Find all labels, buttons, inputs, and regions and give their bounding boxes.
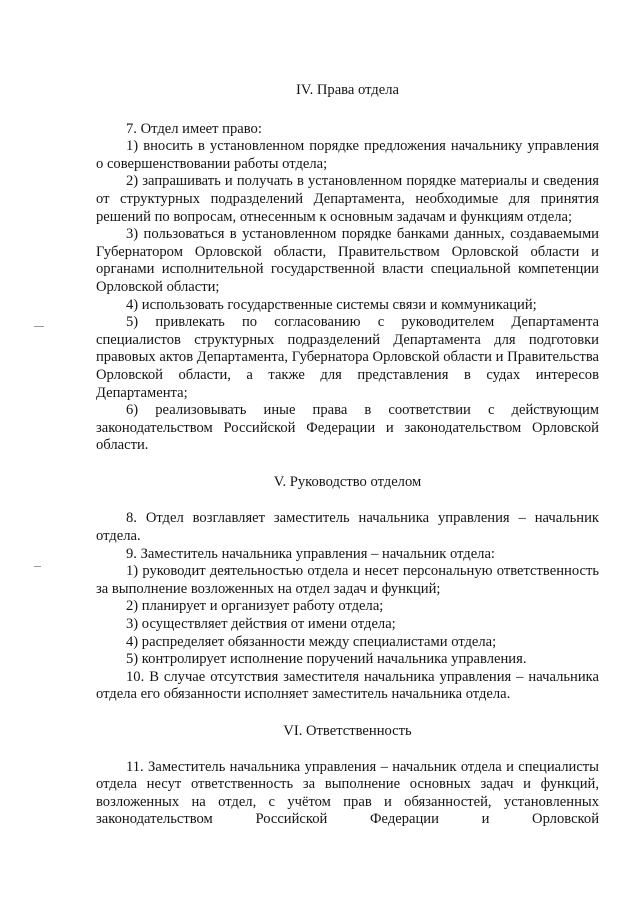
paragraph-7-item-2: 2) запрашивать и получать в установленном порядке материалы и сведения от структурных подразделений Департамента, необходимые для принятия решений по вопросам, отнесенным к основным задачам и функциям отдела; <box>96 173 599 225</box>
scan-artifact-mark <box>34 566 41 567</box>
section-heading-rights: IV. Права отдела <box>296 82 399 98</box>
paragraph-7: 7. Отдел имеет право: <box>126 120 262 137</box>
document-body <box>96 82 599 829</box>
scan-artifact-mark <box>34 326 44 327</box>
paragraph-9-item-3: 3) осуществляет действия от имени отдела; <box>126 616 396 633</box>
paragraph-11: 11. Заместитель начальника управления – начальник отдела и специалисты отдела несут ответственность за выполнение основных задач и функций, возложенных на отдел, с учётом прав и обязанностей, установленных законодательством Российской Федерации и Орловской <box>96 758 599 828</box>
paragraph-7-item-3: 3) пользоваться в установленном порядке банками данных, создаваемыми Губернатором Орловской области, Правительством Орловской области и органами исполнительной государственной власти специальной компетенции Орловской области; <box>96 226 599 295</box>
paragraph-9-item-5: 5) контролирует исполнение поручений начальника управления. <box>126 651 527 668</box>
section-heading-management: V. Руководство отделом <box>273 473 422 490</box>
paragraph-7-item-1: 1) вносить в установленном порядке предложения начальнику управления о совершенствовании работы отдела; <box>96 138 599 172</box>
paragraph-7-item-4: 4) использовать государственные системы связи и коммуникаций; <box>126 296 537 313</box>
paragraph-9: 9. Заместитель начальника управления – начальник отдела: <box>126 545 495 562</box>
paragraph-7-item-5: 5) привлекать по согласованию с руководителем Департамента специалистов структурных подразделений Департамента для подготовки правовых актов Департамента, Губернатора Орловской области и Правительства Орловской области, а также для представления в судах интересов Департамента; <box>96 314 599 401</box>
paragraph-9-item-1: 1) руководит деятельностью отдела и несет персональную ответственность за выполнение возложенных на отдел задач и функций; <box>96 563 599 597</box>
paragraph-10: 10. В случае отсутствия заместителя начальника управления – начальника отдела его обязанности исполняет заместитель начальника отдела. <box>96 668 599 703</box>
paragraph-9-item-4: 4) распределяет обязанности между специалистами отдела; <box>126 633 497 650</box>
paragraph-8: 8. Отдел возглавляет заместитель начальника управления – начальник отдела. <box>96 510 599 545</box>
paragraph-7-item-6: 6) реализовывать иные права в соответствии с действующим законодательством Российской Федерации и законодательством Орловской области. <box>96 402 599 454</box>
section-heading-responsibility: VI. Ответственность <box>283 723 412 739</box>
paragraph-9-item-2: 2) планирует и организует работу отдела; <box>126 598 384 615</box>
